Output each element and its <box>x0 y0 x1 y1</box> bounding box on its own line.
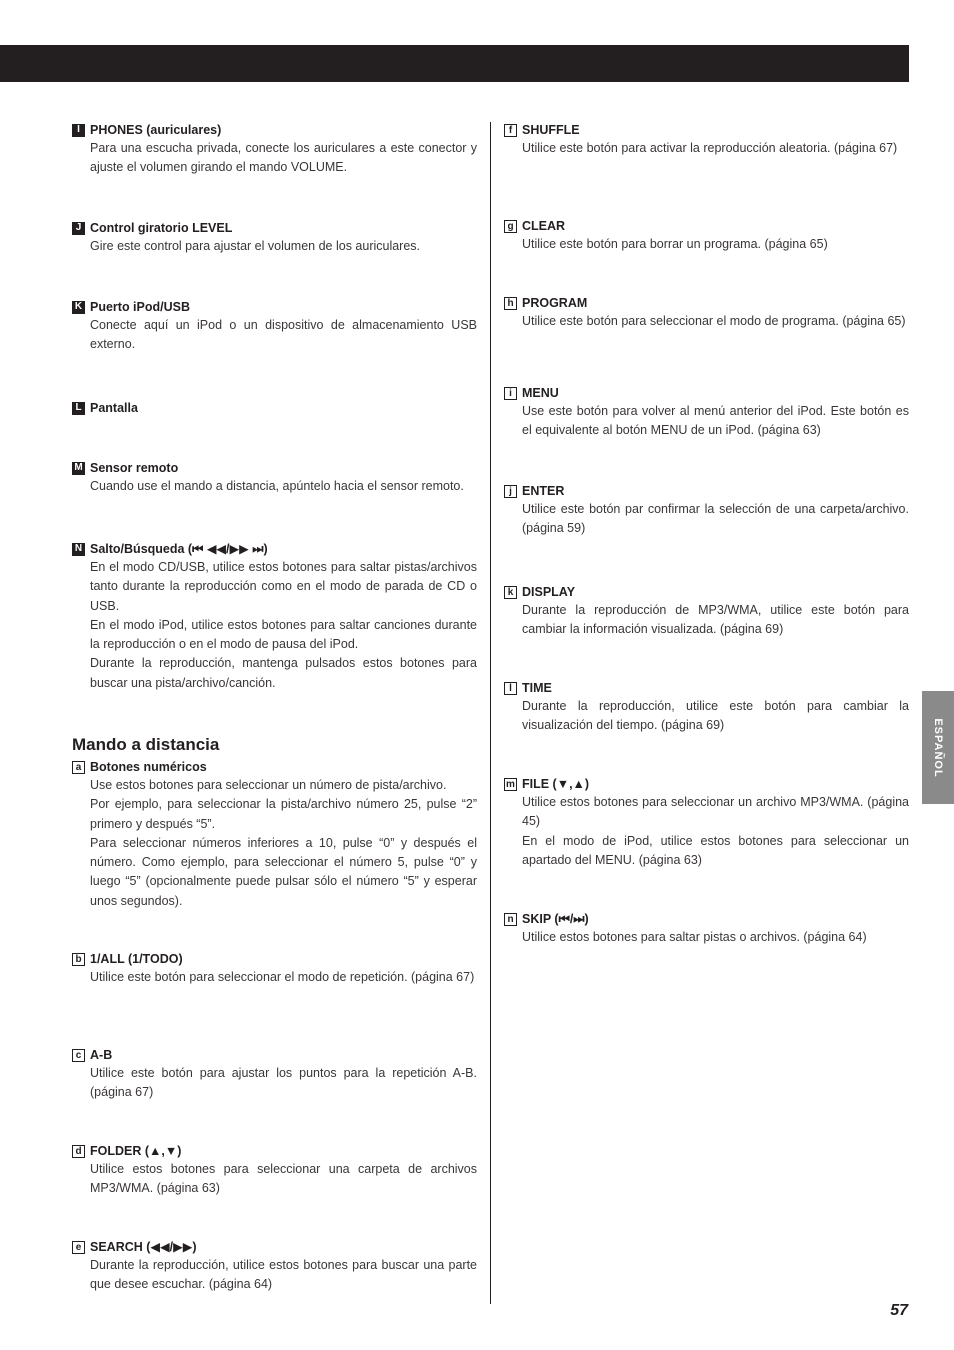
page-number: 57 <box>890 1302 908 1319</box>
entry-text: En el modo iPod, utilice estos botones para saltar canciones durante la reproducción o en el modo de pausa del iPod. <box>90 617 477 652</box>
entry-text: Utilice estos botones para saltar pistas o archivos. (página 64) <box>522 930 867 944</box>
entry-ipod-usb-port <box>72 298 477 355</box>
entry-badge: K <box>72 301 85 314</box>
entry-text: Utilice este botón par confirmar la selección de una carpeta/archivo. (página 59) <box>522 502 909 536</box>
entry-title: FOLDER (▲,▼) <box>90 1144 182 1158</box>
entry-badge: m <box>504 778 517 791</box>
entry-title: 1/ALL (1/TODO) <box>90 952 183 966</box>
entry-title: SKIP (⏮/⏭) <box>522 912 589 926</box>
entry-title: Pantalla <box>90 401 138 415</box>
entry-skip <box>504 910 909 947</box>
entry-phones <box>72 121 477 178</box>
entry-a-b <box>72 1046 477 1103</box>
entry-text: Utilice este botón para seleccionar el modo de repetición. (página 67) <box>90 970 475 984</box>
language-tab <box>922 691 954 804</box>
entry-title: SHUFFLE <box>522 123 580 137</box>
entry-title: CLEAR <box>522 219 566 233</box>
entry-badge: l <box>504 682 517 695</box>
entry-text: Utilice estos botones para seleccionar un archivo MP3/WMA. (página 45) <box>522 795 909 829</box>
entry-text: Use estos botones para seleccionar un número de pista/archivo. <box>90 778 447 792</box>
entry-skip-search <box>72 540 477 693</box>
entry-text: Utilice este botón para seleccionar el modo de programa. (página 65) <box>522 314 906 328</box>
entry-repeat-all <box>72 950 477 987</box>
entry-title: ENTER <box>522 484 565 498</box>
entry-clear <box>504 217 909 254</box>
entry-shuffle <box>504 121 909 158</box>
entry-text: En el modo CD/USB, utilice estos botones para saltar pistas/archivos tanto durante la reproducción como en el modo de parada de CD o USB. <box>90 560 477 613</box>
entry-text: Durante la reproducción de MP3/WMA, utilice este botón para cambiar la información visualizada. (página 69) <box>522 603 909 637</box>
entry-program <box>504 294 909 331</box>
entry-badge: b <box>72 953 85 966</box>
entry-text: Durante la reproducción, utilice estos botones para buscar una parte que desee escuchar. (página 64) <box>90 1258 477 1292</box>
entry-badge: d <box>72 1145 85 1158</box>
entry-level-control <box>72 219 477 256</box>
entry-title: Control giratorio LEVEL <box>90 221 233 235</box>
entry-badge: g <box>504 220 517 233</box>
entry-text: En el modo de iPod, utilice estos botones para seleccionar un apartado del MENU. (página 63) <box>522 833 909 867</box>
entry-title: PROGRAM <box>522 296 588 310</box>
entry-badge: i <box>504 387 517 400</box>
header-bar <box>0 45 909 82</box>
entry-badge: N <box>72 543 85 556</box>
entry-badge: n <box>504 913 517 926</box>
entry-text: Durante la reproducción, mantenga pulsados estos botones para buscar una pista/archivo/canción. <box>90 656 477 690</box>
entry-text: Durante la reproducción, utilice este botón para cambiar la visualización del tiempo. (página 69) <box>522 699 909 733</box>
entry-text: Gire este control para ajustar el volumen de los auriculares. <box>90 239 421 253</box>
entry-text: Por ejemplo, para seleccionar la pista/archivo número 25, pulse “2” primero y después “5”. <box>90 797 477 831</box>
entry-text: Cuando use el mando a distancia, apúntelo hacia el sensor remoto. <box>90 479 464 493</box>
entry-title: DISPLAY <box>522 585 576 599</box>
entry-text: Conecte aquí un iPod o un dispositivo de almacenamiento USB externo. <box>90 318 477 352</box>
entry-text: Utilice este botón para activar la reproducción aleatoria. (página 67) <box>522 141 898 155</box>
entry-enter <box>504 482 909 539</box>
entry-badge: e <box>72 1241 85 1254</box>
entry-badge: j <box>504 485 517 498</box>
entry-title: Sensor remoto <box>90 461 179 475</box>
entry-badge: h <box>504 297 517 310</box>
entry-badge: c <box>72 1049 85 1062</box>
section-title: Mando a distancia <box>72 735 220 754</box>
entry-number-buttons <box>72 758 477 911</box>
entry-badge: a <box>72 761 85 774</box>
entry-text: Utilice este botón para ajustar los puntos para la repetición A-B. (página 67) <box>90 1066 477 1100</box>
entry-display-panel <box>72 399 477 417</box>
entry-time <box>504 679 909 736</box>
entry-title: Salto/Búsqueda (⏮ ◀◀/▶▶ ⏭) <box>90 542 268 556</box>
entry-badge: f <box>504 124 517 137</box>
entry-text: Use este botón para volver al menú anterior del iPod. Este botón es el equivalente al botón MENU de un iPod. (página 63) <box>522 404 909 438</box>
entry-menu <box>504 384 909 441</box>
entry-badge: k <box>504 586 517 599</box>
entry-text: Para seleccionar números inferiores a 10, pulse “0” y después el número. Como ejemplo, para seleccionar el número 5, pulse “0” y luego “5” (opcionalmente puede pulsar sólo el número “5” y esperar unos segundos). <box>90 835 477 908</box>
entry-title: PHONES (auriculares) <box>90 123 222 137</box>
column-divider <box>490 122 491 1304</box>
entry-text: Utilice estos botones para seleccionar una carpeta de archivos MP3/WMA. (página 63) <box>90 1162 477 1196</box>
entry-text: Para una escucha privada, conecte los auriculares a este conector y ajuste el volumen girando el mando VOLUME. <box>90 141 477 175</box>
entry-badge: I <box>72 124 85 137</box>
entry-folder <box>72 1142 477 1199</box>
entry-text: Utilice este botón para borrar un programa. (página 65) <box>522 237 828 251</box>
entry-display-button <box>504 583 909 640</box>
language-tab-label: ESPAÑOL <box>932 717 944 778</box>
entry-badge: J <box>72 222 85 235</box>
entry-title: MENU <box>522 386 559 400</box>
entry-title: Botones numéricos <box>90 760 207 774</box>
entry-remote-sensor <box>72 459 477 496</box>
entry-badge: L <box>72 402 85 415</box>
entry-title: SEARCH (◀◀/▶▶) <box>90 1240 197 1254</box>
entry-file <box>504 775 909 870</box>
entry-title: Puerto iPod/USB <box>90 300 191 314</box>
entry-badge: M <box>72 462 85 475</box>
entry-title: FILE (▼,▲) <box>522 777 590 791</box>
entry-title: TIME <box>522 681 552 695</box>
entry-title: A-B <box>90 1048 113 1062</box>
entry-search <box>72 1238 477 1295</box>
